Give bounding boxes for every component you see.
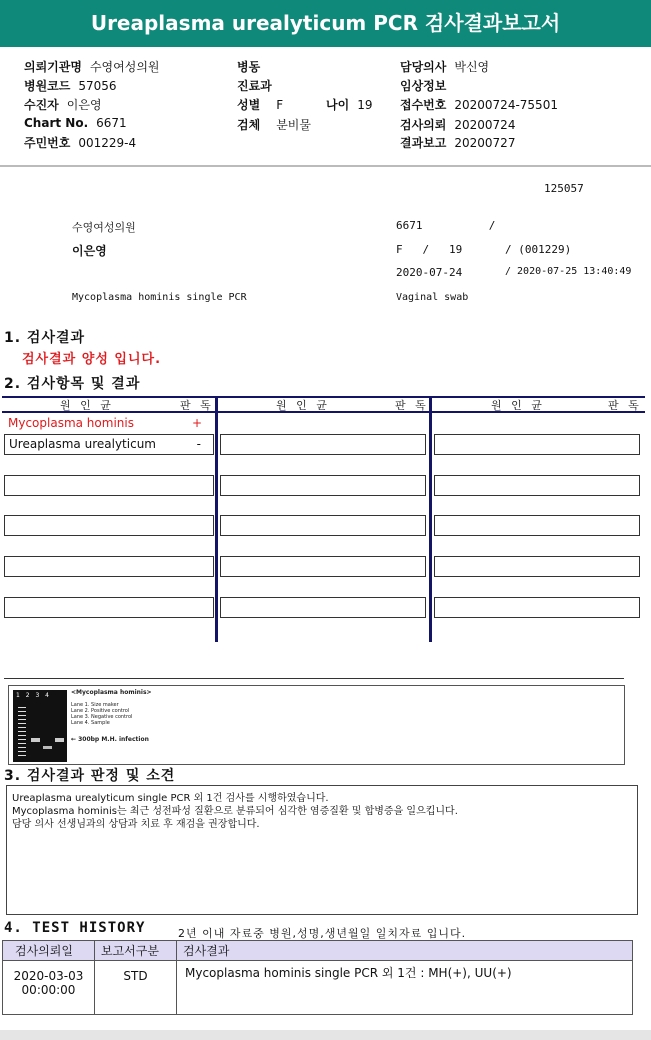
opinion-line: 담당 의사 선생님과의 상담과 치료 후 재검을 권장합니다. bbox=[12, 819, 260, 830]
empty-cell bbox=[434, 556, 640, 577]
empty-cell bbox=[220, 556, 426, 577]
empty-cell bbox=[4, 475, 214, 496]
clinical-info-field: 임상정보 bbox=[400, 79, 447, 93]
info-specimen: Vaginal swab bbox=[396, 292, 469, 303]
gel-band bbox=[31, 738, 40, 742]
section3-title: 3. 검사결과 판정 및 소견 bbox=[4, 768, 176, 784]
history-col-result: 검사결과 bbox=[177, 941, 633, 961]
col-header-pathogen-1: 원 인 균 bbox=[60, 399, 114, 412]
section4-title: 4. TEST HISTORY bbox=[4, 920, 146, 936]
empty-cell bbox=[4, 556, 214, 577]
age-field: 나이 19 bbox=[326, 98, 373, 112]
col-header-pathogen-2: 원 인 균 bbox=[276, 399, 330, 412]
grid-divider-2 bbox=[429, 396, 432, 642]
opinion-line: Ureaplasma urealyticum single PCR 외 1건 검사를 시행하였습니다. bbox=[12, 793, 329, 804]
table-row bbox=[3, 961, 633, 1015]
info-test-name: Mycoplasma hominis single PCR bbox=[72, 292, 247, 303]
report-title: Ureaplasma urealyticum PCR 검사결과보고서 bbox=[0, 0, 651, 47]
serial-number: 125057 bbox=[544, 182, 584, 195]
result-row-ureaplasma: Ureaplasma urealyticum - bbox=[4, 434, 214, 455]
empty-cell bbox=[4, 597, 214, 618]
sex-field: 성별 F bbox=[237, 98, 284, 112]
specimen-field: 검체 분비물 bbox=[237, 118, 311, 132]
col-header-judge-2: 판 독 bbox=[395, 399, 429, 412]
empty-cell bbox=[434, 434, 640, 455]
empty-cell bbox=[220, 434, 426, 455]
hospital-code-field: 병원코드 57056 bbox=[24, 79, 117, 93]
history-col-type: 보고서구분 bbox=[95, 941, 177, 961]
footer-bar bbox=[0, 1030, 651, 1040]
doctor-field: 담당의사 박신영 bbox=[400, 60, 490, 74]
opinion-box bbox=[6, 785, 638, 915]
gel-band bbox=[55, 738, 64, 742]
col-header-judge-3: 판 독 bbox=[608, 399, 642, 412]
ward-field: 병동 bbox=[237, 60, 261, 74]
history-table bbox=[2, 940, 633, 1015]
col-header-judge-1: 판 독 bbox=[180, 399, 214, 412]
id-no-field: 주민번호 001229-4 bbox=[24, 136, 137, 150]
info-clinic: 수영여성의원 bbox=[72, 221, 136, 234]
dept-field: 진료과 bbox=[237, 79, 272, 93]
institution-field: 의뢰기관명 수영여성의원 bbox=[24, 60, 160, 74]
header-divider bbox=[0, 165, 651, 167]
info-birth: / (001229) bbox=[505, 243, 572, 256]
info-name: 이은영 bbox=[72, 244, 107, 258]
result-row-mycoplasma: Mycoplasma hominis + bbox=[8, 416, 202, 430]
chart-no-field: Chart No. 6671 bbox=[24, 116, 127, 130]
empty-cell bbox=[4, 515, 214, 536]
gel-electrophoresis-image bbox=[13, 690, 67, 762]
history-result-cell: Mycoplasma hominis single PCR 외 1건 : MH(+), UU(+) bbox=[177, 961, 633, 1015]
gel-caption: <Mycoplasma hominis> Lane 1. Size maker Lane 2. Positive control Lane 3. Negative control Lane 4. Sample ← 300bp M.H. infection bbox=[71, 689, 152, 743]
gel-divider bbox=[4, 678, 624, 679]
empty-cell bbox=[220, 515, 426, 536]
history-date-cell: 2020-03-03 00:00:00 bbox=[3, 961, 95, 1015]
receipt-no-field: 접수번호 20200724-75501 bbox=[400, 98, 558, 112]
history-type-cell: STD bbox=[95, 961, 177, 1015]
section2-title: 2. 검사항목 및 결과 bbox=[4, 376, 141, 392]
empty-cell bbox=[434, 597, 640, 618]
col-header-pathogen-3: 원 인 균 bbox=[491, 399, 545, 412]
empty-cell bbox=[220, 597, 426, 618]
history-note: 2년 이내 자료중 병원,성명,생년월일 일치자료 입니다. bbox=[178, 927, 467, 940]
patient-field: 수진자 이은영 bbox=[24, 98, 102, 112]
empty-cell bbox=[434, 515, 640, 536]
gel-band bbox=[43, 746, 52, 749]
gel-lane-numbers: 1 2 3 4 bbox=[16, 692, 51, 699]
empty-cell bbox=[220, 475, 426, 496]
gel-image-panel bbox=[8, 685, 625, 765]
report-date-field: 결과보고 20200727 bbox=[400, 136, 516, 150]
grid-divider-1 bbox=[215, 396, 218, 642]
opinion-line: Mycoplasma hominis는 최근 성전파성 질환으로 분류되어 심각한 염증질환 및 합병증을 일으킵니다. bbox=[12, 806, 458, 817]
section1-title: 1. 검사결과 bbox=[4, 330, 86, 346]
empty-cell bbox=[434, 475, 640, 496]
info-collect-date: 2020-07-24 bbox=[396, 266, 463, 279]
info-sex-age: F / 19 bbox=[396, 243, 463, 256]
request-date-field: 검사의뢰 20200724 bbox=[400, 118, 516, 132]
result-positive-text: 검사결과 양성 입니다. bbox=[22, 352, 162, 367]
info-report-time: / 2020-07-25 13:40:49 bbox=[505, 266, 632, 277]
history-col-date: 검사의뢰일 bbox=[3, 941, 95, 961]
info-chart: 6671 / bbox=[396, 219, 496, 232]
gel-ladder bbox=[18, 704, 26, 756]
